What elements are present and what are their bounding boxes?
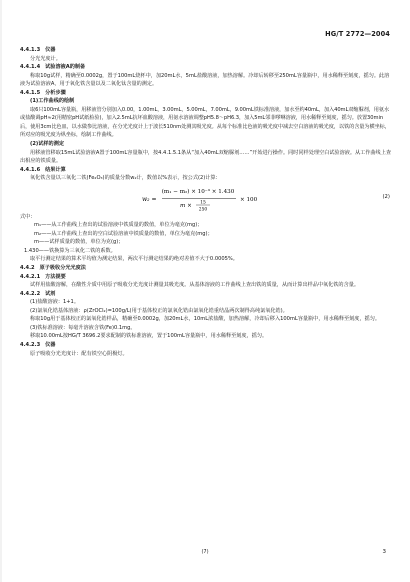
reagent-item: (2)氯氧化锆基体溶液：ρ(ZrOCl₂)=100g/L(用于基体校正的氯氧化锆由氯氧化锆重结晶两次制得高纯氯氧化锆)。: [30, 307, 288, 314]
definition-factor: 1.430——铁换算为三氧化二铁的系数。: [24, 247, 116, 254]
heading-4-4-2-1: 4.4.2.1 方法提要: [20, 273, 66, 280]
formula-2: [20, 183, 392, 213]
paragraph-method-summary: 试样用盐酸溶解，在酸性介质中用原子吸收分光光度计测量其吸光度。从基体溶液的工作曲线上查出铁的质量，从而计算出样品中氧化铁的含量。: [30, 282, 359, 289]
heading-4-4-2-2: 4.4.2.2 试剂: [20, 290, 56, 297]
reagent-item: 称取10g用于基体校正的氯氧化锆样品，精确至0.0002g，加20mL水，10mL浓盐酸，加热溶解，冷却后移入100mL容量瓶中，用水稀释至刻度，摇匀。: [30, 316, 381, 323]
footer-sheet-number: (7): [201, 549, 209, 555]
paragraph-calc-intro: 氧化铁含量以三氧化二铁(Fe₂O₃)的质量分数w₂计，数值以%表示，按公式(2)计算：: [30, 175, 221, 182]
paragraph-aas-instrument: 原子吸收分光光度计：配有铁空心阴极灯。: [30, 350, 128, 357]
equation-number: (2): [382, 193, 390, 200]
paragraph-curve: 取6只100mL容量瓶，用移液管分别加入0.00，1.00mL，3.00mL，5.00mL，7.00mL，9.00mL铁标准溶液，加水至约40mL，加入40mL双缩脲剂，用氨水或盐酸调pH≈2(用精密pH试纸检验)，加入2.5mL抗坏血酸溶液，用氨水溶液调整pH5.8～pH6.3，加入5mL邻菲啰啉溶液，用水稀释至刻度，摇匀。放置30min后，使用3cm比色皿，以水做参比溶液，在分光光度计上于波长510nm处测其吸光度。从每个标准比色液的吸光度中减去空白溶液的吸光度，以铁的含量为横坐标，所对应的吸光度为纵坐标，绘制工作曲线。: [20, 106, 390, 139]
document-body: [20, 46, 392, 358]
reagent-item: (3)铁标准溶液：每毫升溶液含铁(Fe)0.1mg。: [30, 324, 136, 331]
formula-tail: × 100: [240, 196, 258, 203]
heading-4-4-1-4: 4.4.1.4 试验溶液A的制备: [20, 64, 86, 71]
definition-m2: m₂——从工作曲线上查出的空白试验溶液中铁质量的数值，单位为毫克(mg)；: [34, 230, 213, 237]
formula-inner-denominator: 250: [198, 207, 208, 213]
heading-4-4-2: 4.4.2 原子吸收分光光度法: [20, 265, 86, 272]
formula-svg: [50, 183, 350, 213]
subheading-curve: (1)工作曲线的绘制: [30, 98, 75, 105]
subheading-sample: (2)试样的测定: [30, 141, 64, 148]
formula-inner-numerator: 15: [200, 200, 206, 206]
paragraph-solution-a: 称取10g试样，精确至0.0002g，置于100mL烧杯中，加20mL水，5mL盐酸溶液，加热溶解。冷却后转移至250mL容量瓶中，用水稀释至刻度，摇匀。此溶液为试验溶液A，用于氧化铁含量以及二氧化钛含量的测定。: [20, 72, 390, 88]
heading-4-4-1-3: 4.4.1.3 仪器: [20, 47, 56, 53]
definition-m1: m₁——从工作曲线上查出的试验溶液中铁质量的数值，单位为毫克(mg)；: [34, 222, 203, 229]
scan-edge: [0, 0, 2, 582]
paragraph-result: 取平行测定结果的算术平均值为测定结果，两次平行测定结果的绝对差值不大于0.0005%。: [30, 256, 238, 263]
reagent-item: 移取10.00mL按HG/T 3696.2要求配制的铁标准溶液，置于100mL容量瓶中，用水稀释至刻度，摇匀。: [30, 333, 268, 340]
heading-4-4-1-6: 4.4.1.6 结果计算: [20, 166, 66, 173]
where-label: 式中：: [20, 213, 36, 220]
heading-4-4-2-3: 4.4.2.3 仪器: [20, 341, 56, 348]
paragraph-sample: 用移液管移取15mL试验溶液A置于100mL容量瓶中，按4.4.1.5.1条从“加入40mL双缩脲剂……”开始进行操作。同时同样处理空白试验溶液。从工作曲线上查出相应的铁质量。: [20, 149, 391, 165]
formula-denominator-prefix: m ×: [180, 202, 192, 209]
heading-4-4-1-5: 4.4.1.5 分析步骤: [20, 89, 66, 96]
page-number: 3: [382, 549, 386, 555]
formula-lhs: w₂ =: [142, 195, 157, 203]
paragraph-instrument: 分光光度计。: [30, 55, 61, 62]
reagent-item: (1)盐酸溶液：1+1。: [30, 299, 79, 306]
definition-m: m——试样质量的数值，单位为克(g)；: [34, 239, 124, 246]
standard-number: HG/T 2772—2004: [325, 30, 390, 38]
formula-numerator: (m₁ − m₂) × 10⁻³ × 1.430: [161, 188, 235, 195]
